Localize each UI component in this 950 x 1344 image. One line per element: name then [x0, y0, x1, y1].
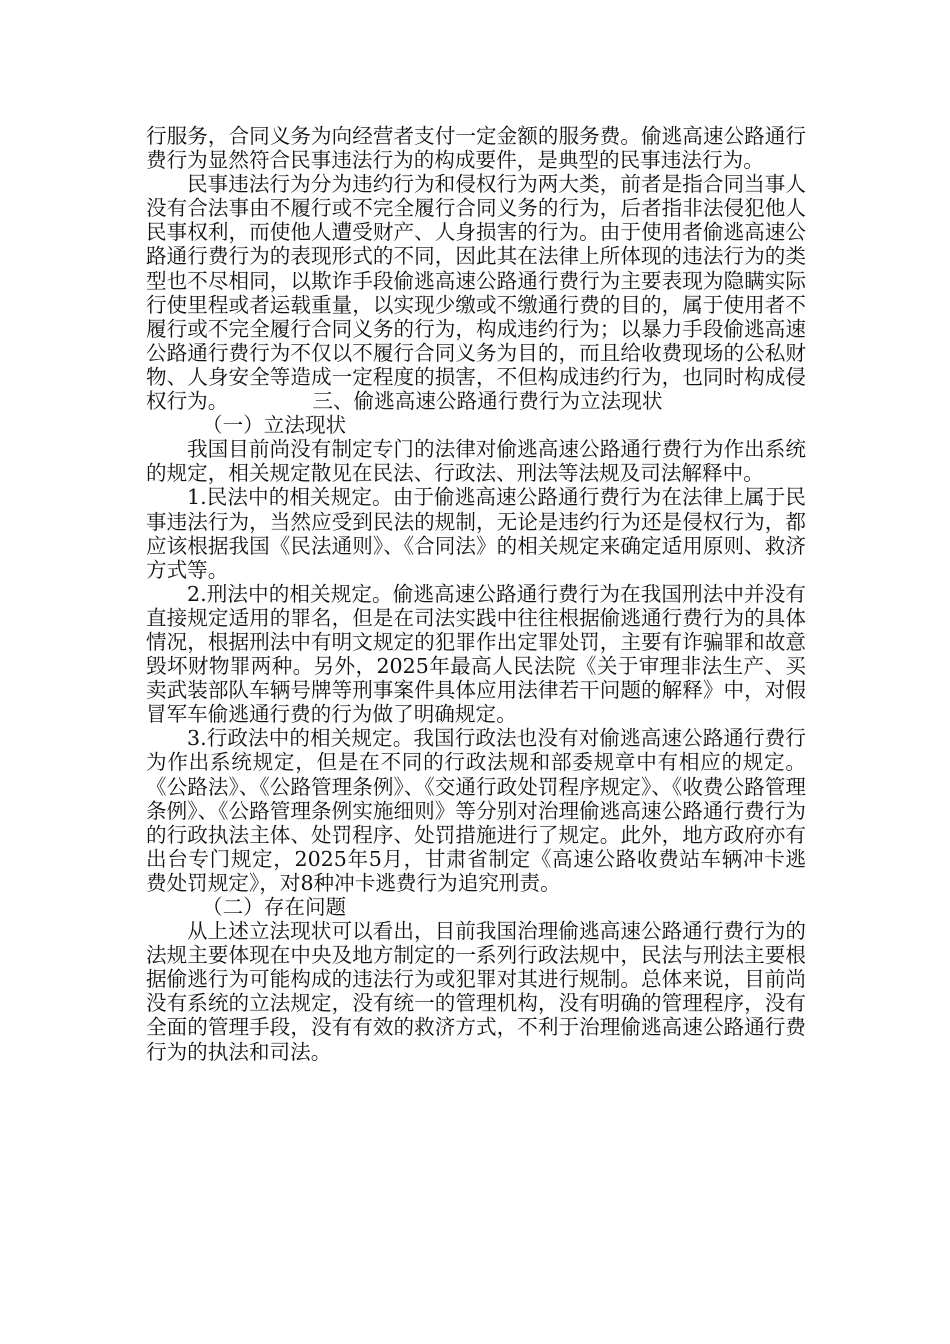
paragraph-text: 我国目前尚没有制定专门的法律对偷逃高速公路通行费行为作出系统的规定，相关规定散见在民法、行政法、刑法等法规及司法解释中。: [146, 437, 806, 486]
subsection-heading-existing-problems: [146, 895, 806, 919]
section-heading-legislative-status: 三、偷逃高速公路通行费行为立法现状: [312, 389, 663, 414]
paragraph-text: 行服务，合同义务为向经营者支付一定金额的服务费。偷逃高速公路通行费行为显然符合民事违法行为的构成要件，是典型的民事违法行为。: [146, 124, 806, 173]
list-item-text: 1.民法中的相关规定。由于偷逃高速公路通行费行为在法律上属于民事违法行为，当然应受到民法的规制，无论是违约行为还是侵权行为，都应该根据我国《民法通则》、《合同法》的相关规定来确定适用原则、救济方式等。: [146, 485, 806, 582]
paragraph-civil-violation-types: [146, 172, 806, 413]
list-item-text: 2.刑法中的相关规定。偷逃高速公路通行费行为在我国刑法中并没有直接规定适用的罪名，但是在司法实践中往往根据偷逃通行费行为的具体情况，根据刑法中有明文规定的犯罪作出定罪处罚，主要有诈骗罪和故意毁坏财物罪两种。另外，2025年最高人民法院《关于审理非法生产、买卖武装部队车辆号牌等刑事案件具体应用法律若干问题的解释》中，对假冒军车偷逃通行费的行为做了明确规定。: [146, 581, 806, 727]
document-body: [146, 124, 806, 1064]
list-item-criminal-law: [146, 582, 806, 727]
paragraph-text: 民事违法行为分为违约行为和侵权行为两大类，前者是指合同当事人没有合法事由不履行或不完全履行合同义务的行为，后者指非法侵犯他人民事权利，而使他人遭受财产、人身损害的行为。由于使用者偷逃高速公路通行费行为的表现形式的不同，因此其在法律上所体现的违法行为的类型也不尽相同，以欺诈手段偷逃高速公路通行费行为主要表现为隐瞒实际行使里程或者运载重量，以实现少缴或不缴通行费的目的，属于使用者不履行或不完全履行合同义务的行为，构成违约行为；以暴力手段偷逃高速公路通行费行为不仅以不履行合同义务为目的，而且给收费现场的公私财物、人身安全等造成一定程度的损害，不但构成违约行为，也同时构成侵权行为。: [146, 172, 806, 414]
heading-text: （二）存在问题: [202, 895, 347, 919]
paragraph-continuation: [146, 124, 806, 172]
list-item-civil-law: [146, 485, 806, 581]
list-item-text: 3.行政法中的相关规定。我国行政法也没有对偷逃高速公路通行费行为作出系统规定，但是在不同的行政法规和部委规章中有相应的规定。《公路法》、《公路管理条例》、《交通行政处罚程序规定》、《收费公路管理条例》、《公路管理条例实施细则》等分别对治理偷逃高速公路通行费行为的行政执法主体、处罚程序、处罚措施进行了规定。此外，地方政府亦有出台专门规定，2025年5月，甘肃省制定《高速公路收费站车辆冲卡逃费处罚规定》，对8种冲卡逃费行为追究刑责。: [146, 726, 806, 895]
paragraph-no-dedicated-law: [146, 437, 806, 485]
heading-text: （一）立法现状: [202, 413, 347, 438]
paragraph-text: 从上述立法现状可以看出，目前我国治理偷逃高速公路通行费行为的法规主要体现在中央及地方制定的一系列行政法规中，民法与刑法主要根据偷逃行为可能构成的违法行为或犯罪对其进行规制。总体来说，目前尚没有系统的立法规定，没有统一的管理机构，没有明确的管理程序，没有全面的管理手段，没有有效的救济方式，不利于治理偷逃高速公路通行费行为的执法和司法。: [146, 919, 806, 1064]
list-item-administrative-law: [146, 726, 806, 895]
subsection-heading-current-legislation: [146, 413, 806, 437]
paragraph-problems-summary: [146, 919, 806, 1064]
